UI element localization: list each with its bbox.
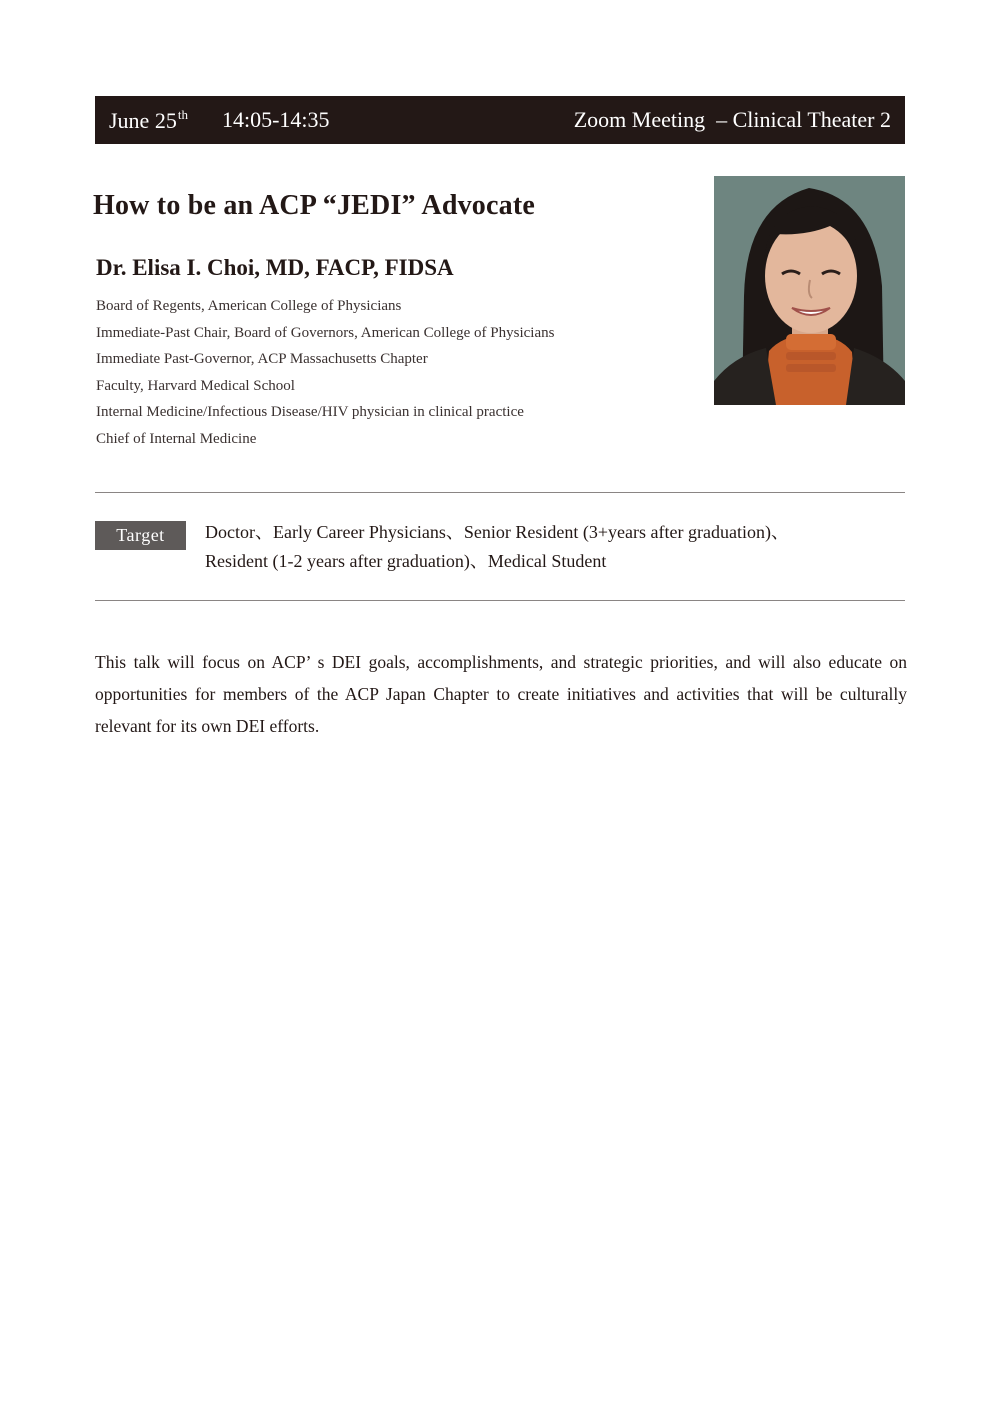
speaker-photo: [714, 176, 905, 405]
target-label: Target: [95, 521, 186, 550]
target-audience-line-1: Doctor、Early Career Physicians、Senior Resident (3+years after graduation)、: [205, 522, 789, 542]
session-time: 14:05-14:35: [221, 107, 330, 132]
affiliation-item: Chief of Internal Medicine: [96, 430, 257, 447]
session-date-text: June 25: [109, 107, 177, 133]
session-date: [109, 107, 188, 134]
affiliation-item: Internal Medicine/Infectious Disease/HIV physician in clinical practice: [96, 404, 524, 420]
session-title: How to be an ACP “JEDI” Advocate: [93, 190, 535, 221]
divider-top: [95, 492, 905, 493]
affiliation-item: Board of Regents, American College of Physicians: [96, 298, 402, 314]
speaker-portrait-icon: [714, 176, 905, 405]
affiliation-item: Immediate Past-Governor, ACP Massachusetts Chapter: [96, 351, 428, 367]
divider-bottom: [95, 600, 905, 601]
session-date-suffix: th: [177, 106, 188, 122]
target-audience: [205, 518, 895, 576]
session-venue: Zoom Meeting – Clinical Theater 2: [573, 107, 891, 132]
affiliation-item: Immediate-Past Chair, Board of Governors, American College of Physicians: [96, 324, 555, 341]
speaker-name: Dr. Elisa I. Choi, MD, FACP, FIDSA: [96, 255, 454, 280]
affiliation-item: Faculty, Harvard Medical School: [96, 377, 295, 394]
target-audience-line-2: Resident (1-2 years after graduation)、Medical Student: [205, 551, 607, 571]
session-header-bar: [95, 96, 905, 144]
session-abstract: This talk will focus on ACP’ s DEI goals, accomplishments, and strategic priorities, and will also educate on opportunities for members of the ACP Japan Chapter to create initiatives and activities that will be culturally relevant for its own DEI efforts.: [95, 652, 907, 736]
speaker-affiliations: [96, 294, 554, 453]
session-datetime: [109, 107, 330, 134]
